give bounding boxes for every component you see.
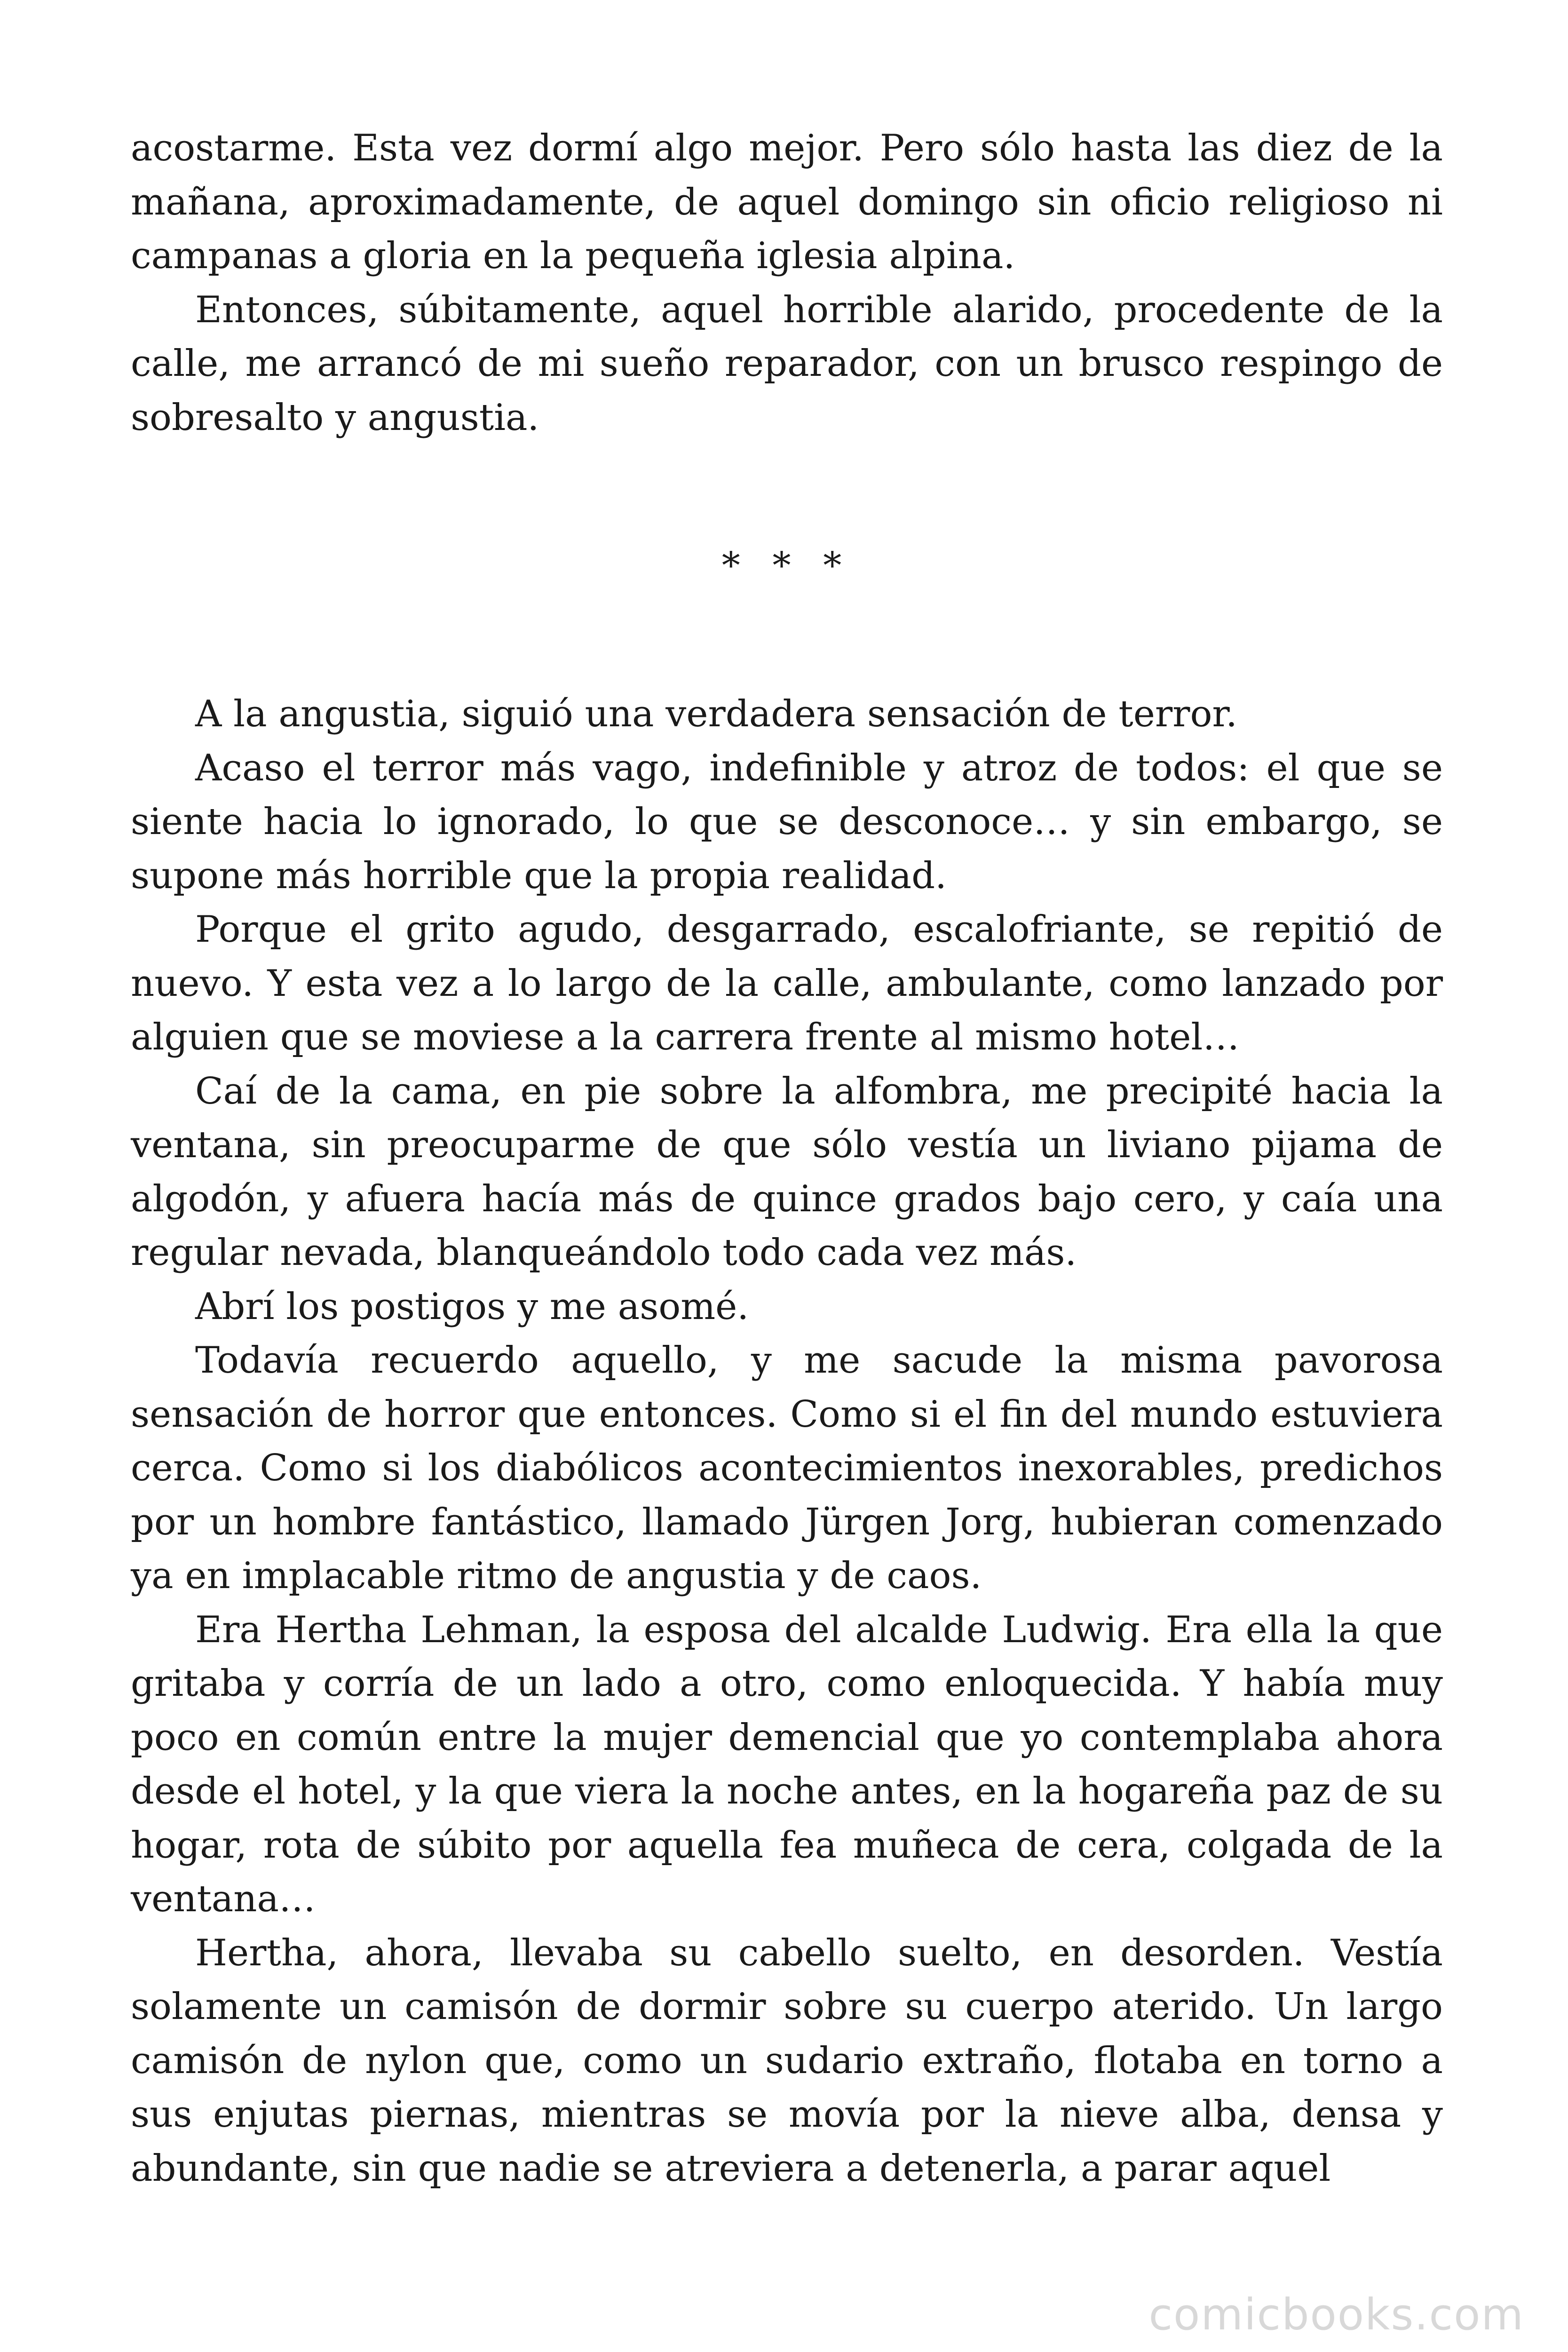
watermark: comicbooks.com xyxy=(1148,2289,1524,2340)
paragraph: Entonces, súbitamente, aquel horrible alarido, procedente de la calle, me arrancó de mi sueño reparador, con un brusco respingo de sobresalto y angustia. xyxy=(131,288,1443,439)
paragraph: Porque el grito agudo, desgarrado, escalofriante, se repitió de nuevo. Y esta vez a lo largo de la calle, ambulante, como lanzado por alguien que se moviese a la carrera frente al mismo hotel… xyxy=(131,908,1443,1058)
paragraph: Acaso el terror más vago, indefinible y atroz de todos: el que se siente hacia lo ignorado, lo que se desconoce… y sin embargo, se supone más horrible que la propia realidad. xyxy=(131,747,1443,897)
section-separator: * * * xyxy=(721,545,852,587)
book-page xyxy=(131,121,1443,2195)
paragraph: acostarme. Esta vez dormí algo mejor. Pero sólo hasta las diez de la mañana, aproximadamente, de aquel domingo sin oficio religioso ni campanas a gloria en la pequeña iglesia alpina. xyxy=(131,127,1443,277)
paragraph: A la angustia, siguió una verdadera sensación de terror. xyxy=(195,693,1237,735)
paragraph: Abrí los postigos y me asomé. xyxy=(195,1285,749,1328)
paragraph: Hertha, ahora, llevaba su cabello suelto, en desorden. Vestía solamente un camisón de dormir sobre su cuerpo aterido. Un largo camisón de nylon que, como un sudario extraño, flotaba en torno a sus enjutas piernas, mientras se movía por la nieve alba, densa y abundante, sin que nadie se atreviera a detenerla, a parar aquel xyxy=(131,1931,1443,2190)
paragraph: Caí de la cama, en pie sobre la alfombra, me precipité hacia la ventana, sin preocuparme de que sólo vestía un liviano pijama de algodón, y afuera hacía más de quince grados bajo cero, y caía una regular nevada, blanqueándolo todo cada vez más. xyxy=(131,1070,1443,1274)
paragraph: Era Hertha Lehman, la esposa del alcalde Ludwig. Era ella la que gritaba y corría de un lado a otro, como enloquecida. Y había muy poco en común entre la mujer demencial que yo contemplaba ahora desde el hotel, y la que viera la noche antes, en la hogareña paz de su hogar, rota de súbito por aquella fea muñeca de cera, colgada de la ventana… xyxy=(131,1608,1443,1920)
paragraph: Todavía recuerdo aquello, y me sacude la misma pavorosa sensación de horror que entonces. Como si el fin del mundo estuviera cerca. Como si los diabólicos acontecimientos inexorables, predichos por un hombre fantástico, llamado Jürgen Jorg, hubieran comenzado ya en implacable ritmo de angustia y de caos. xyxy=(131,1339,1443,1597)
